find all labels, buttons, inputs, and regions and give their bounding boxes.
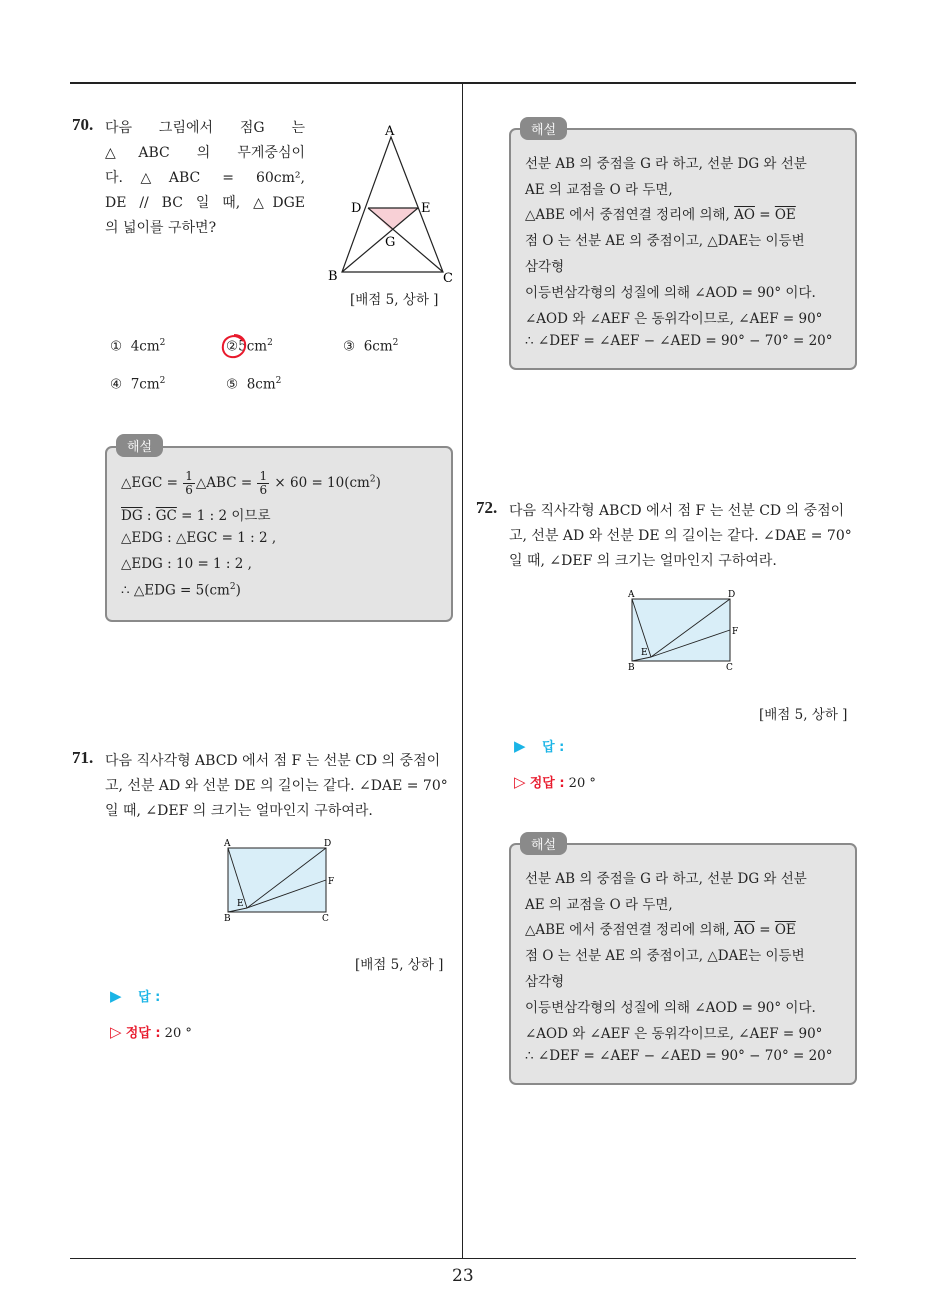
choice-mark: ② xyxy=(226,338,239,355)
segment-gc: $\overline{GC}$ xyxy=(155,508,177,524)
label-b: B xyxy=(628,663,635,673)
label-b: B xyxy=(224,914,231,924)
explanation-line xyxy=(525,203,796,223)
segment-ao: $\overline{AO}$ xyxy=(734,207,755,223)
fraction-denominator: 6 xyxy=(185,483,193,497)
explanation-line xyxy=(121,582,241,599)
bottom-rule xyxy=(70,1258,856,1259)
question-71-number: 71. xyxy=(72,748,94,767)
exponent: 2 xyxy=(229,582,236,592)
label-c: C xyxy=(322,914,329,924)
explanation-line: ∴ ∠DEF = ∠AEF − ∠AED = 90° − 70° = 20° xyxy=(525,333,833,349)
question-72-text xyxy=(509,499,859,574)
outline-arrow-icon: ▷ xyxy=(514,773,526,791)
choice-mark: ⑤ xyxy=(226,376,239,393)
explanation-text: △ABC = xyxy=(195,475,253,491)
explanation-line: ∠AOD 와 ∠AEF 은 동위각이므로, ∠AEF = 90° xyxy=(525,1026,823,1042)
correct-value: 20 ° xyxy=(164,1026,192,1041)
explanation-line xyxy=(525,918,796,938)
label-e: E xyxy=(237,899,244,909)
question-71-answer-row xyxy=(110,986,160,1005)
question-72-answer-row xyxy=(514,736,564,755)
choice-value: 4cm xyxy=(130,338,160,355)
choice-exponent: 2 xyxy=(267,338,273,348)
choice-5[interactable] xyxy=(226,376,281,393)
label-e: E xyxy=(641,648,648,658)
question-70-line: 다.△ABC = 60cm², xyxy=(105,170,305,186)
answer-label: 답 : xyxy=(138,990,161,1005)
question-71-explanation xyxy=(509,128,857,370)
explanation-text: △ABE 에서 중점연결 정리에 의해, xyxy=(525,207,735,223)
explanation-line: 선분 AB 의 중점을 G 라 하고, 선분 DG 와 선분 xyxy=(525,871,807,887)
correct-label: 정답 : xyxy=(529,776,565,791)
explanation-tag: 해설 xyxy=(520,117,567,140)
explanation-line: ∠AOD 와 ∠AEF 은 동위각이므로, ∠AEF = 90° xyxy=(525,311,823,327)
label-a: A xyxy=(385,124,395,139)
explanation-line: △EDG : △EGC = 1 : 2 , xyxy=(121,530,277,546)
page-number: 23 xyxy=(452,1266,474,1286)
exponent: 2 xyxy=(369,474,376,485)
answer-circle-mark xyxy=(219,332,249,360)
explanation-text: × 60 = 10(cm xyxy=(274,475,370,491)
explanation-line: △EDG : 10 = 1 : 2 , xyxy=(121,556,252,572)
outline-arrow-icon: ▷ xyxy=(110,1023,122,1041)
label-b: B xyxy=(328,269,338,284)
choice-exponent: 2 xyxy=(159,338,166,348)
label-g: G xyxy=(385,235,396,250)
explanation-line: AE 의 교점을 O 라 두면, xyxy=(525,897,673,913)
question-71-correct-row xyxy=(110,1022,192,1041)
choice-1[interactable] xyxy=(110,338,165,355)
question-70-text xyxy=(105,116,305,241)
triangle-dge-shaded xyxy=(368,208,418,230)
label-a: A xyxy=(224,839,231,849)
play-arrow-icon: ▶ xyxy=(110,987,122,1005)
question-70-line: DE // BC 일 때, △DGE xyxy=(105,195,305,211)
explanation-line xyxy=(121,504,271,524)
label-e: E xyxy=(421,201,431,216)
explanation-line: ∴ ∠DEF = ∠AEF − ∠AED = 90° − 70° = 20° xyxy=(525,1048,833,1064)
choice-exponent: 2 xyxy=(392,338,399,348)
label-d: D xyxy=(351,201,362,216)
label-c: C xyxy=(443,271,453,286)
explanation-text: = 1 : 2 이므로 xyxy=(176,508,271,524)
segment-oe: $\overline{OE}$ xyxy=(774,922,796,938)
question-71-text xyxy=(105,749,455,824)
question-72-explanation xyxy=(509,843,857,1085)
explanation-tag: 해설 xyxy=(520,832,567,855)
question-70-line: △ABC 의 무게중심이 xyxy=(105,145,305,161)
choice-value: 8cm xyxy=(246,376,276,393)
choice-exponent: 2 xyxy=(275,376,282,386)
question-72-correct-row xyxy=(514,772,596,791)
explanation-text: ) xyxy=(375,475,381,491)
fraction-denominator: 6 xyxy=(259,483,268,497)
choice-value: 5cm xyxy=(238,338,268,355)
choice-mark: ③ xyxy=(343,338,356,355)
question-70-line: 의 넓이를 구하면? xyxy=(105,220,217,236)
explanation-tag: 해설 xyxy=(116,434,163,457)
explanation-text: △EGC = xyxy=(121,475,178,491)
choice-mark: ④ xyxy=(110,376,123,393)
fraction xyxy=(257,470,269,497)
segment-oe: $\overline{OE}$ xyxy=(774,207,796,223)
label-d: D xyxy=(728,590,736,600)
rectangle-figure xyxy=(220,836,340,928)
fraction xyxy=(183,470,195,497)
choice-mark: ① xyxy=(110,338,123,355)
question-72-line: 일 때, ∠DEF 의 크기는 얼마인지 구하여라. xyxy=(509,553,777,569)
correct-label: 정답 : xyxy=(125,1026,161,1041)
choice-4[interactable] xyxy=(110,376,165,393)
explanation-line: 이등변삼각형의 성질에 의해 ∠AOD = 90° 이다. xyxy=(525,285,816,301)
choice-value: 6cm xyxy=(363,338,393,355)
rectangle-figure xyxy=(624,587,744,679)
question-71-line: 일 때, ∠DEF 의 크기는 얼마인지 구하여라. xyxy=(105,803,373,819)
choice-value: 7cm xyxy=(130,376,160,393)
question-70-number: 70. xyxy=(72,115,94,134)
explanation-line: 점 O 는 선분 AE 의 중점이고, △DAE는 이등변 xyxy=(525,233,805,249)
triangle-figure xyxy=(325,120,465,290)
explanation-text: ) xyxy=(235,582,241,599)
label-f: F xyxy=(732,627,739,637)
explanation-text: = xyxy=(754,207,775,223)
explanation-line: 삼각형 xyxy=(525,259,565,275)
explanation-line: 이등변삼각형의 성질에 의해 ∠AOD = 90° 이다. xyxy=(525,1000,816,1016)
question-72-score: [배점 5, 상하 ] xyxy=(759,707,848,723)
explanation-line: 선분 AB 의 중점을 G 라 하고, 선분 DG 와 선분 xyxy=(525,156,807,172)
label-c: C xyxy=(726,663,733,673)
question-72-line: 고, 선분 AD 와 선분 DE 의 길이는 같다. ∠DAE = 70° xyxy=(509,528,852,544)
question-70-explanation xyxy=(105,446,453,622)
explanation-text: △ABE 에서 중점연결 정리에 의해, xyxy=(525,922,735,938)
question-70-line: 다음 그림에서 점G 는 xyxy=(105,120,305,136)
explanation-line: AE 의 교점을 O 라 두면, xyxy=(525,182,673,198)
explanation-text: = xyxy=(754,922,775,938)
question-70-score: [배점 5, 상하 ] xyxy=(350,292,439,308)
question-71-line: 고, 선분 AD 와 선분 DE 의 길이는 같다. ∠DAE = 70° xyxy=(105,778,448,794)
choice-exponent: 2 xyxy=(159,376,166,386)
question-72-number: 72. xyxy=(476,498,498,517)
choice-3[interactable] xyxy=(343,338,398,355)
question-72-line: 다음 직사각형 ABCD 에서 점 F 는 선분 CD 의 중점이 xyxy=(509,503,845,519)
fraction-numerator: 1 xyxy=(259,469,268,483)
explanation-text: ∴ △EDG = 5(cm xyxy=(121,582,230,599)
label-f: F xyxy=(328,877,335,887)
top-rule xyxy=(70,82,856,84)
correct-value: 20 ° xyxy=(568,776,596,791)
segment-ao: $\overline{AO}$ xyxy=(734,922,755,938)
label-d: D xyxy=(324,839,332,849)
explanation-line: 점 O 는 선분 AE 의 중점이고, △DAE는 이등변 xyxy=(525,948,805,964)
question-71-line: 다음 직사각형 ABCD 에서 점 F 는 선분 CD 의 중점이 xyxy=(105,753,441,769)
label-a: A xyxy=(628,590,635,600)
fraction-numerator: 1 xyxy=(185,469,193,483)
question-71-score: [배점 5, 상하 ] xyxy=(355,957,444,973)
play-arrow-icon: ▶ xyxy=(514,737,526,755)
explanation-text: : xyxy=(142,508,156,524)
segment-dg: $\overline{DG}$ xyxy=(121,508,143,524)
explanation-line xyxy=(121,470,381,497)
explanation-line: 삼각형 xyxy=(525,974,565,990)
answer-label: 답 : xyxy=(542,740,565,755)
